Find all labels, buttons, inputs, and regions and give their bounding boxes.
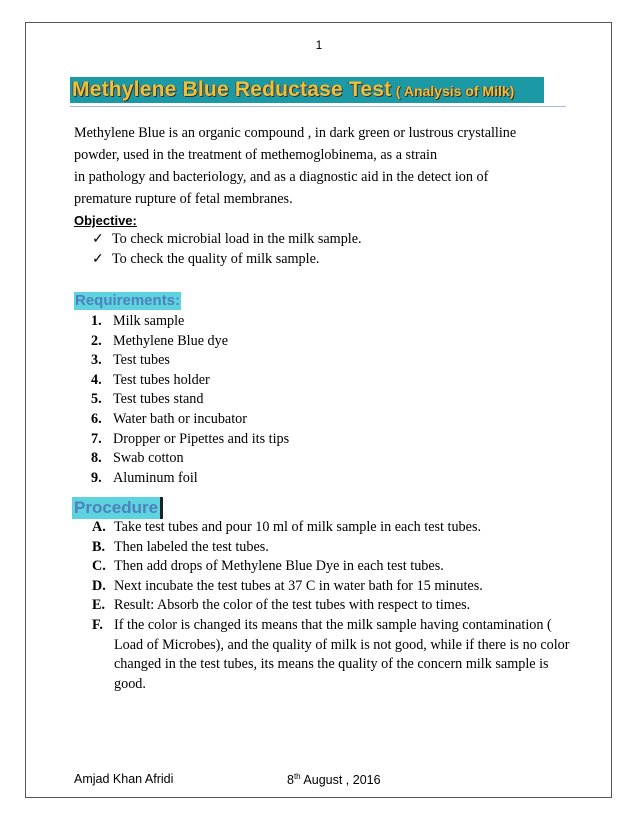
list-item <box>92 557 582 577</box>
step-text: Take test tubes and pour 10 ml of milk sample in each test tubes. <box>114 519 482 535</box>
list-item <box>91 371 289 391</box>
step-text: Then add drops of Methylene Blue Dye in each test tubes. <box>114 558 444 575</box>
intro-line: premature rupture of fetal membranes. <box>74 191 293 207</box>
list-item <box>91 469 289 489</box>
intro-paragraph <box>74 122 554 210</box>
item-number: 3. <box>91 352 102 369</box>
intro-line: in pathology and bacteriology, and as a diagnostic aid in the detect ion of <box>74 169 489 185</box>
step-letter: F. <box>92 616 103 633</box>
item-text: Test tubes holder <box>113 371 210 388</box>
checkmark-icon: ✓ <box>92 251 104 267</box>
item-text: Methylene Blue dye <box>113 332 229 349</box>
item-text: Test tubes <box>113 352 170 369</box>
item-number: 2. <box>91 332 102 349</box>
step-letter: B. <box>92 538 106 555</box>
title-sub: ( Analysis of Milk) <box>395 83 515 99</box>
objective-text: To check the quality of milk sample. <box>112 251 320 267</box>
item-text: Water bath or incubator <box>113 410 247 427</box>
item-number: 6. <box>91 410 102 427</box>
item-number: 9. <box>91 469 102 486</box>
item-text: Milk sample <box>113 313 185 329</box>
step-text: Then labeled the test tubes. <box>114 538 269 555</box>
date-rest: August , 2016 <box>300 773 381 788</box>
item-text: Test tubes stand <box>113 391 204 408</box>
page-title <box>72 78 514 102</box>
step-letter: C. <box>92 558 106 575</box>
objective-text: To check microbial load in the milk sample. <box>112 231 362 247</box>
title-main: Methylene Blue Reductase Test <box>72 78 392 101</box>
item-number: 1. <box>91 313 102 329</box>
item-number: 4. <box>91 371 102 388</box>
list-item <box>91 351 289 371</box>
procedure-heading: Procedure <box>72 497 163 519</box>
step-letter: D. <box>92 577 106 594</box>
item-text: Swab cotton <box>113 450 184 467</box>
requirements-list <box>91 312 289 488</box>
intro-line: Methylene Blue is an organic compound , in dark green or lustrous crystalline <box>74 125 517 141</box>
footer-date <box>287 772 381 787</box>
list-item <box>91 430 289 450</box>
footer-author: Amjad Khan Afridi <box>74 772 174 786</box>
item-number: 8. <box>91 450 102 467</box>
item-text: Dropper or Pipettes and its tips <box>113 430 290 447</box>
objective-list <box>92 229 362 269</box>
step-text: If the color is changed its means that the milk sample having contamination ( Load of Microbes), and the quality of milk is not good, while if there is no color changed in the test tubes, its means the quality of the concern milk sample is good. <box>114 616 570 692</box>
intro-line: powder, used in the treatment of methemoglobinema, as a strain <box>74 147 438 163</box>
list-item <box>91 449 289 469</box>
step-text: Next incubate the test tubes at 37 C in water bath for 15 minutes. <box>114 577 483 594</box>
item-number: 7. <box>91 430 102 447</box>
date-suffix: th <box>293 772 301 781</box>
list-item <box>92 577 582 597</box>
list-item <box>92 518 582 538</box>
step-text: Result: Absorb the color of the test tubes with respect to times. <box>114 597 471 614</box>
list-item <box>92 616 582 694</box>
step-letter: E. <box>92 597 106 614</box>
list-item <box>91 312 289 332</box>
list-item <box>91 332 289 352</box>
list-item <box>92 538 582 558</box>
list-item <box>91 410 289 430</box>
step-letter: A. <box>92 519 106 535</box>
checkmark-icon: ✓ <box>92 231 104 247</box>
page-number: 1 <box>315 38 323 52</box>
list-item <box>92 249 362 269</box>
requirements-heading: Requirements: <box>75 292 181 309</box>
list-item <box>92 229 362 249</box>
title-underline <box>70 106 566 107</box>
date-day: 8 <box>287 773 294 788</box>
item-number: 5. <box>91 391 102 408</box>
list-item <box>91 390 289 410</box>
procedure-list <box>92 518 582 694</box>
item-text: Aluminum foil <box>113 469 198 486</box>
objective-heading: Objective: <box>74 213 137 228</box>
list-item <box>92 596 582 616</box>
